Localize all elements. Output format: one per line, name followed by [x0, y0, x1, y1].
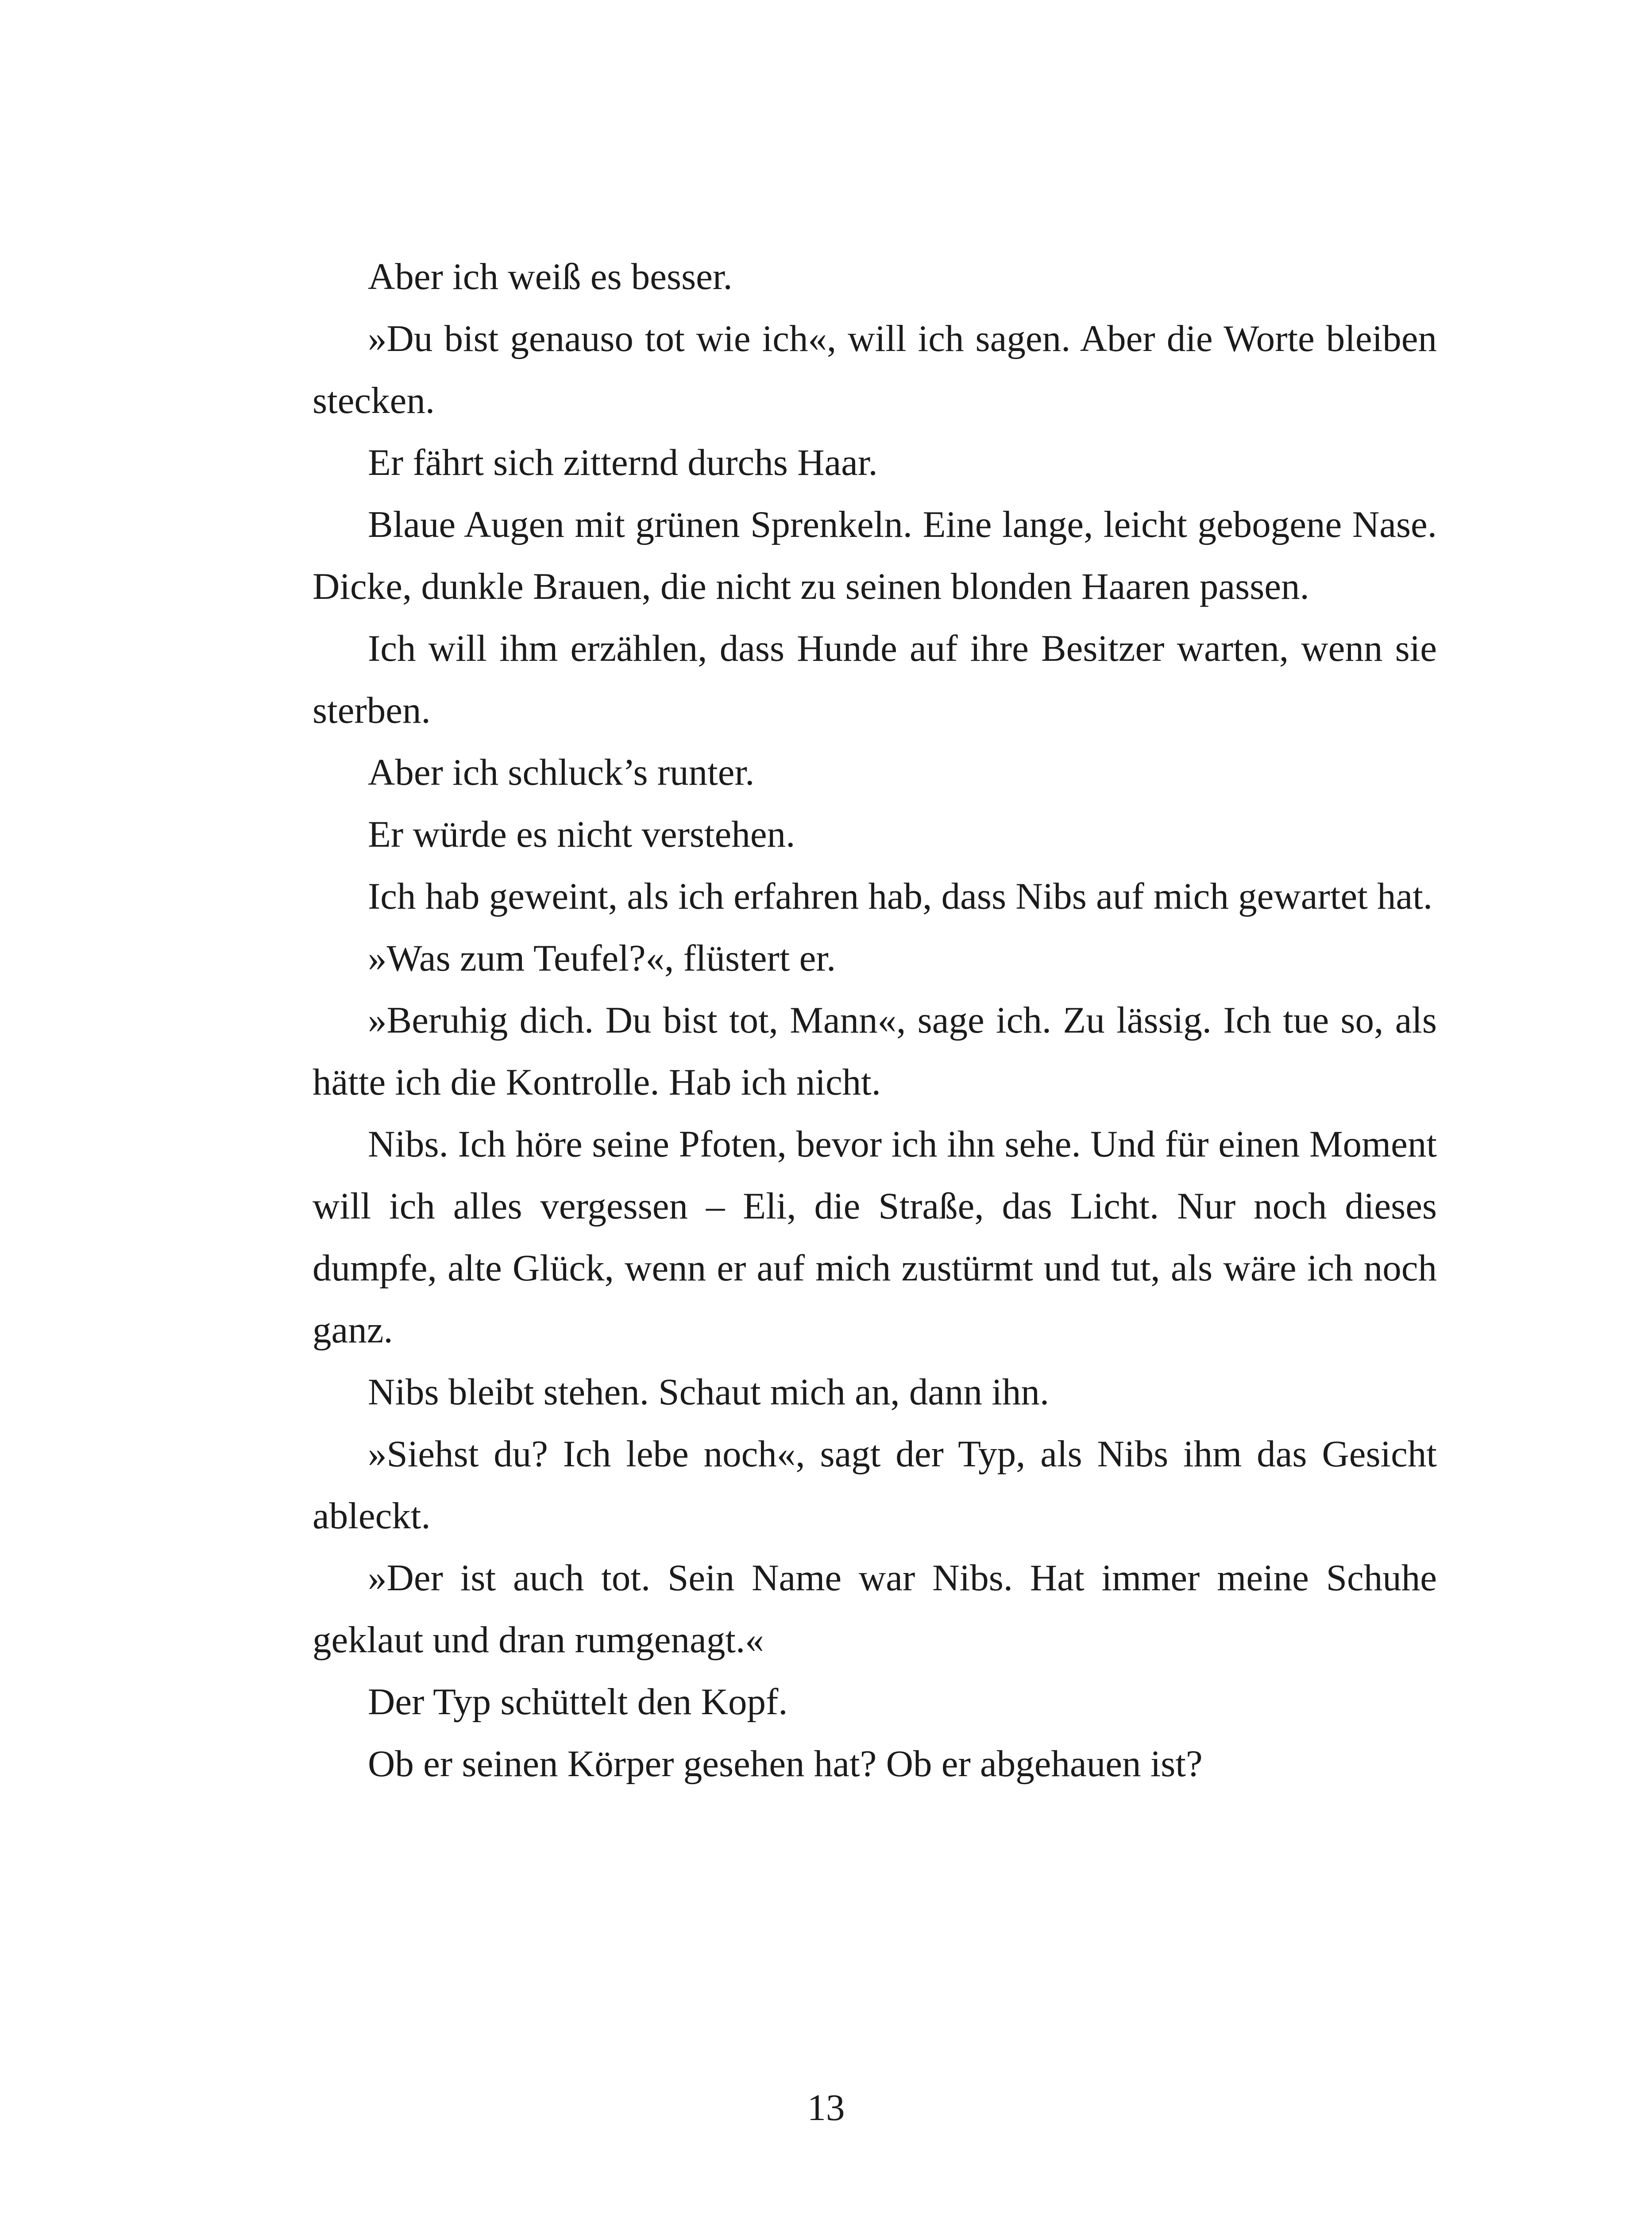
paragraph: Aber ich schluck’s runter. [368, 752, 755, 793]
paragraph: »Siehst du? Ich lebe noch«, sagt der Typ, als Nibs ihm das Gesicht ableckt. [313, 1433, 1437, 1537]
paragraph: Er würde es nicht verstehen. [368, 813, 795, 855]
paragraph: Ich hab geweint, als ich erfahren hab, dass Nibs auf mich gewartet hat. [368, 875, 1433, 917]
paragraph: Nibs bleibt stehen. Schaut mich an, dann ihn. [368, 1371, 1050, 1413]
paragraph: »Du bist genauso tot wie ich«, will ich sagen. Aber die Worte bleiben stecken. [313, 318, 1437, 421]
paragraph: »Der ist auch tot. Sein Name war Nibs. Hat immer meine Schuhe geklaut und dran rumgenagt.« [313, 1557, 1437, 1661]
page-number: 13 [807, 2087, 845, 2128]
paragraph: Blaue Augen mit grünen Sprenkeln. Eine lange, leicht gebogene Nase. Dicke, dunkle Brauen, die nicht zu seinen blonden Haaren passen. [313, 504, 1437, 607]
paragraph: Nibs. Ich höre seine Pfoten, bevor ich ihn sehe. Und für einen Moment will ich alles vergessen – Eli, die Straße, das Licht. Nur noch dieses dumpfe, alte Glück, wenn er auf mich zustürmt und tut, als wäre ich noch ganz. [313, 1123, 1437, 1351]
paragraph: Ich will ihm erzählen, dass Hunde auf ihre Besitzer warten, wenn sie sterben. [313, 628, 1437, 731]
body-text [313, 246, 1437, 1795]
paragraph: Aber ich weiß es besser. [368, 256, 733, 297]
paragraph: Ob er seinen Körper gesehen hat? Ob er abgehauen ist? [368, 1743, 1203, 1785]
paragraph: »Beruhig dich. Du bist tot, Mann«, sage ich. Zu lässig. Ich tue so, als hätte ich die Kontrolle. Hab ich nicht. [313, 999, 1437, 1103]
paragraph: Der Typ schüttelt den Kopf. [368, 1681, 788, 1723]
paragraph: »Was zum Teufel?«, flüstert er. [368, 937, 836, 979]
paragraph: Er fährt sich zitternd durchs Haar. [368, 442, 878, 483]
